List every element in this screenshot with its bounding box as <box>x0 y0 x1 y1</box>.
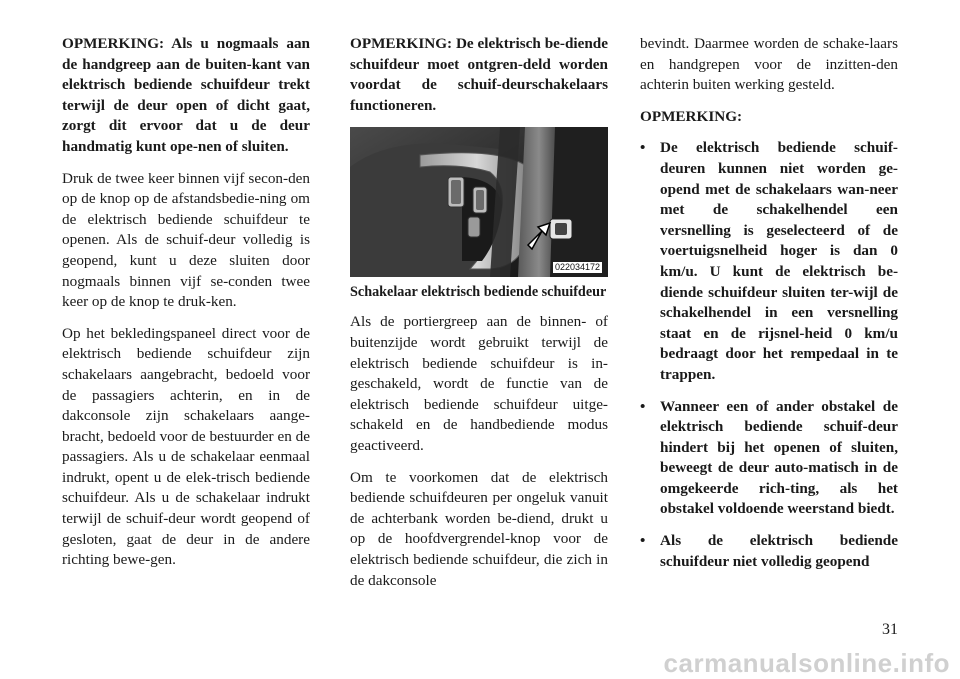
paragraph-continuation: bevindt. Daarmee worden de schake-laars en handgrepen voor de inzitten-den achterin buiten werking gesteld. <box>640 35 898 94</box>
note-unlock-required: OPMERKING: De elektrisch be-diende schuifdeur moet ontgren-deld worden voordat de schuif-deurschakelaars functioneren. <box>350 35 608 114</box>
text-column-middle <box>350 34 608 602</box>
paragraph-switch-locations: Op het bekledingspaneel direct voor de elektrisch bediende schuifdeur zijn schakelaars aangebracht, bedoeld voor de passagiers achterin, en in de dakconsole zijn schakelaars aange-bracht, bedoeld voor de bestuurder en de passagiers. Als u de schakelaar eenmaal indrukt, opent u de elek-trisch bediende schuifdeur. Als u de schakelaar indrukt terwijl de schuif-deur wordt geopend of gesloten, gaat de deur in de andere richting bewe-gen. <box>62 324 310 569</box>
note-bullet-list <box>640 138 898 572</box>
bullet-text: De elektrisch bediende schuif-deuren kunnen niet worden ge-opend met de schakelaars wan-neer met de schakelhendel een versnelling is geselecteerd of de voertuigsnelheid hoger is dan 0 km/u. U kunt de elektrisch be-diende schuifdeur sluiten ter-wijl de schakelhendel in een versnelling staat en de rijsnel-heid 0 km/u bedraagt door het rempedaal in te trappen. <box>660 139 898 383</box>
door-switch-photo <box>350 127 608 277</box>
list-item <box>640 531 898 572</box>
text-column-left <box>62 34 310 582</box>
paragraph-child-lock: Om te voorkomen dat de elektrisch bediende schuifdeuren per ongeluk vanuit de achterbank worden be-diend, drukt u op de hoofdvergrendel-knop voor de elektrisch bediende schuifdeur, die zich in de dakconsole <box>350 468 608 589</box>
list-item <box>640 138 898 385</box>
note-handle-override: OPMERKING: Als u nogmaals aan de handgreep aan de buiten-kant van elektrisch bediende schuifdeur trekt terwijl de deur open of dicht gaat, zorgt dit ervoor dat u de deur handmatig kunt ope-nen of sluiten. <box>62 35 310 155</box>
bullet-icon: • <box>640 397 646 415</box>
bullet-text: Wanneer een of ander obstakel de elektrisch bediende schuif-deur hindert bij het openen of sluiten, beweegt de deur auto-matisch in de omgekeerde rich-ting, als het obstakel voldoende weerstand biedt. <box>660 397 898 518</box>
door-switch-illustration <box>350 127 608 277</box>
bullet-icon: • <box>640 139 646 157</box>
page-number: 31 <box>882 621 898 638</box>
note-heading: OPMERKING: <box>640 107 743 125</box>
paragraph-manual-mode: Als de portiergreep aan de binnen- of buitenzijde wordt gebruikt terwijl de elektrisch bediende schuifdeur is in-geschakeld, wordt de functie van de elektrisch bediende schuifdeur uitge-schakeld en de handbediende modus geactiveerd. <box>350 313 608 454</box>
paragraph-remote-open: Druk de twee keer binnen vijf secon-den op de knop op de afstandsbedie-ning om de elektrisch bediende schuifdeur te openen. Als de schuif-deur volledig is geopend, kunt u deze sluiten door nogmaals binnen vijf se-conden twee keer op de knop te druk-ken. <box>62 169 310 311</box>
figure-caption: Schakelaar elektrisch bediende schuifdeur <box>350 284 607 301</box>
list-item <box>640 397 898 521</box>
text-column-right <box>640 34 898 583</box>
figure-code: 022034172 <box>554 262 600 273</box>
watermark: carmanualsonline.info <box>663 648 950 678</box>
bullet-icon: • <box>640 532 646 550</box>
bullet-text: Als de elektrisch bediende schuifdeur niet volledig geopend <box>660 532 898 570</box>
